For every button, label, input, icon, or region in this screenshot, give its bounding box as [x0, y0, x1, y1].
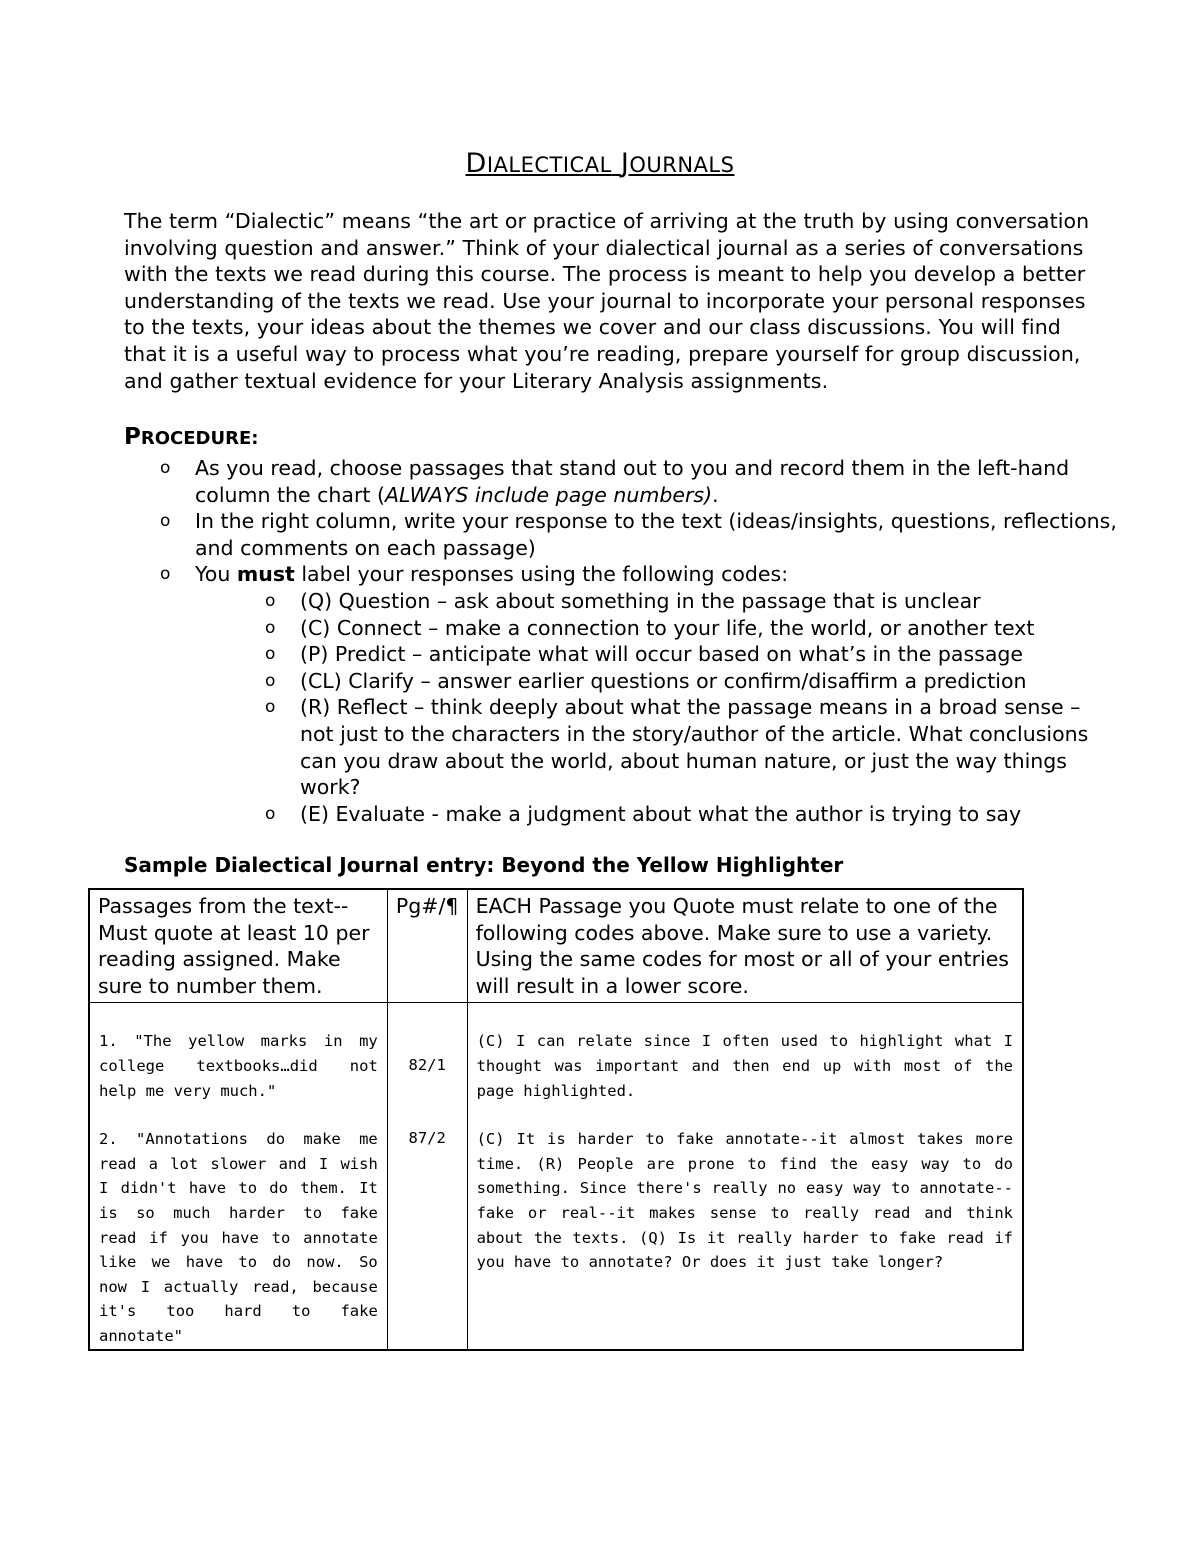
- passage-1: 1. "The yellow marks in my college textbooks…did not help me very much.": [99, 1032, 378, 1100]
- procedure-item-1: [160, 455, 1120, 508]
- procedure-item-2: [160, 508, 1120, 561]
- table-header-row: [89, 889, 1023, 1003]
- procedure-item-3: [160, 561, 1120, 827]
- code-item-question: [265, 588, 1100, 615]
- bullet-icon: o: [265, 590, 276, 611]
- page-cell: [387, 1003, 467, 1350]
- table-row: [89, 1003, 1023, 1350]
- title-rest-1: IALECTICAL: [486, 153, 612, 177]
- procedure-heading-initial: P: [124, 424, 141, 450]
- responses-cell: [467, 1003, 1023, 1350]
- code-text: (P) Predict – anticipate what will occur based on what’s in the passage: [300, 642, 1024, 667]
- procedure-list: [160, 455, 1120, 827]
- procedure-item-1-emphasis: ALWAYS include page numbers): [384, 482, 713, 507]
- procedure-item-3-post: label your responses using the following codes:: [294, 562, 789, 587]
- procedure-item-3-pre: You: [195, 562, 237, 587]
- bullet-icon: o: [265, 644, 276, 665]
- code-text: (E) Evaluate - make a judgment about what the author is trying to say: [300, 801, 1022, 826]
- bullet-icon: o: [160, 564, 171, 585]
- bullet-icon: o: [265, 670, 276, 691]
- code-item-connect: [265, 615, 1100, 642]
- spacer: [99, 1103, 378, 1127]
- bullet-icon: o: [160, 458, 171, 478]
- bullet-icon: o: [265, 617, 276, 638]
- procedure-heading-rest: ROCEDURE:: [140, 428, 259, 449]
- header-passages: Passages from the text--Must quote at least 10 per reading assigned. Make sure to number them.: [89, 889, 387, 1003]
- code-text: (Q) Question – ask about something in the passage that is unclear: [300, 588, 981, 613]
- procedure-item-1-text: As you read, choose passages that stand out to you and record them in the left-hand column the chart (: [195, 456, 1070, 507]
- procedure-item-1-end: .: [712, 482, 719, 507]
- title-rest-2: OURNALS: [629, 153, 735, 177]
- code-item-reflect: [265, 694, 1100, 800]
- code-text: (R) Reflect – think deeply about what the passage means in a broad sense – not just to the characters in the story/author of the article. What conclusions can you draw about the world, about human nature, or just the way things work?: [300, 695, 1089, 800]
- spacer: [477, 1103, 1013, 1127]
- passages-cell: [89, 1003, 387, 1350]
- code-item-clarify: [265, 668, 1100, 695]
- code-text: (C) Connect – make a connection to your life, the world, or another text: [300, 615, 1035, 640]
- response-1: (C) I can relate since I often used to highlight what I thought was important and then end up with most of the page highlighted.: [476, 1032, 1013, 1100]
- page-2: 87/2: [408, 1128, 446, 1147]
- code-text: (CL) Clarify – answer earlier questions or confirm/disaffirm a prediction: [300, 668, 1027, 693]
- title-initial-2: J: [620, 148, 630, 179]
- header-response: EACH Passage you Quote must relate to one of the following codes above. Make sure to use a variety. Using the same codes for most or all of your entries will result in a lower score.: [467, 889, 1023, 1003]
- procedure-item-3-bold: must: [236, 562, 295, 587]
- bullet-icon: o: [265, 697, 276, 718]
- procedure-item-2-text: In the right column, write your response to the text (ideas/insights, questions, reflections, and comments on each passage): [195, 509, 1117, 560]
- header-page: Pg#/¶: [387, 889, 467, 1003]
- passage-2: 2. "Annotations do make me read a lot slower and I wish I didn't have to do them. It is so much harder to fake read if you have to annotate like we have to do now. So now I actually read, because it's too hard to fake annotate": [99, 1130, 378, 1345]
- code-item-evaluate: [265, 801, 1100, 828]
- page-1: 82/1: [408, 1056, 446, 1075]
- response-2: (C) It is harder to fake annotate--it almost takes more time. (R) People are prone to find the easy way to do something. Since there's really no easy way to annotate--fake or real--it makes sense to really read and think about the texts. (Q) Is it really harder to fake read if you have to annotate? Or does it just take longer?: [476, 1130, 1013, 1272]
- procedure-heading: [124, 424, 258, 450]
- sample-heading: Sample Dialectical Journal entry: Beyond the Yellow Highlighter: [124, 853, 844, 877]
- bullet-icon: o: [265, 803, 276, 824]
- codes-list: [195, 588, 1120, 827]
- code-item-predict: [265, 641, 1100, 668]
- title-initial-1: D: [465, 148, 487, 179]
- bullet-icon: o: [160, 511, 171, 532]
- page-title: [0, 148, 1200, 179]
- journal-table: [88, 888, 1024, 1351]
- intro-paragraph: The term “Dialectic” means “the art or practice of arriving at the truth by using conversation involving question and answer.” Think of your dialectical journal as a series of conversations with the texts we read during this course. The process is meant to help you develop a better understanding of the texts we read. Use your journal to incorporate your personal responses to the texts, your ideas about the themes we cover and our class discussions. You will find that it is a useful way to process what you’re reading, prepare yourself for group discussion, and gather textual evidence for your Literary Analysis assignments.: [124, 209, 1090, 393]
